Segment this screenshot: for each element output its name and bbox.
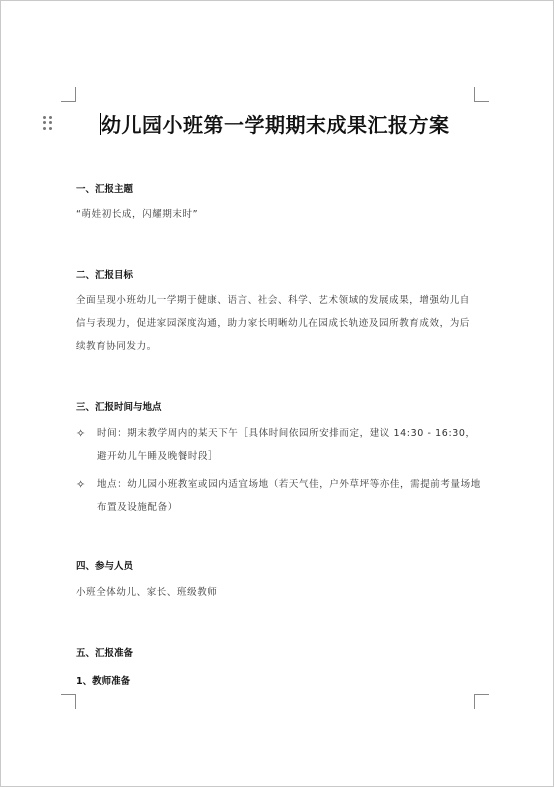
section-text-participants[interactable]: 小班全体幼儿、家长、班级教师 (76, 587, 218, 598)
section-heading-theme[interactable]: 一、汇报主题 (76, 184, 134, 195)
section-heading-time-place[interactable]: 三、汇报时间与地点 (76, 402, 162, 413)
crop-mark-bottom-right (474, 694, 489, 709)
section-text-theme[interactable]: “萌娃初长成，闪耀期末时” (76, 209, 199, 220)
drag-handle-icon[interactable] (43, 116, 53, 130)
bullet-place[interactable] (76, 473, 481, 519)
section-heading-goals[interactable]: 二、汇报目标 (76, 270, 134, 281)
bullet-time-text: 时间：期末教学周内的某天下午［具体时间依园所安排而定，建议 14:30 - 16:30，避开幼儿午睡及晚餐时段］ (97, 428, 476, 462)
bullet-place-text: 地点：幼儿园小班教室或园内适宜场地（若天气佳，户外草坪等亦佳，需提前考量场地布置及设施配备） (97, 479, 481, 513)
document-title[interactable]: 幼儿园小班第一学期期末成果汇报方案 (101, 113, 450, 137)
crop-mark-bottom-left (61, 694, 76, 709)
crop-mark-top-right (474, 87, 489, 102)
section-heading-preparation[interactable]: 五、汇报准备 (76, 648, 134, 659)
bullet-time[interactable] (76, 422, 481, 468)
subheading-teacher-preparation[interactable]: 1、教师准备 (76, 676, 131, 687)
diamond-bullet-icon: ✧ (76, 478, 86, 491)
section-heading-participants[interactable]: 四、参与人员 (76, 561, 134, 572)
section-text-goals[interactable]: 全面呈现小班幼儿一学期于健康、语言、社会、科学、艺术领域的发展成果，增强幼儿自信与表现力，促进家园深度沟通，助力家长明晰幼儿在园成长轨迹及园所教育成效，为后续教育协同发力。 (76, 295, 470, 352)
diamond-bullet-icon: ✧ (76, 427, 86, 440)
crop-mark-top-left (61, 87, 76, 102)
